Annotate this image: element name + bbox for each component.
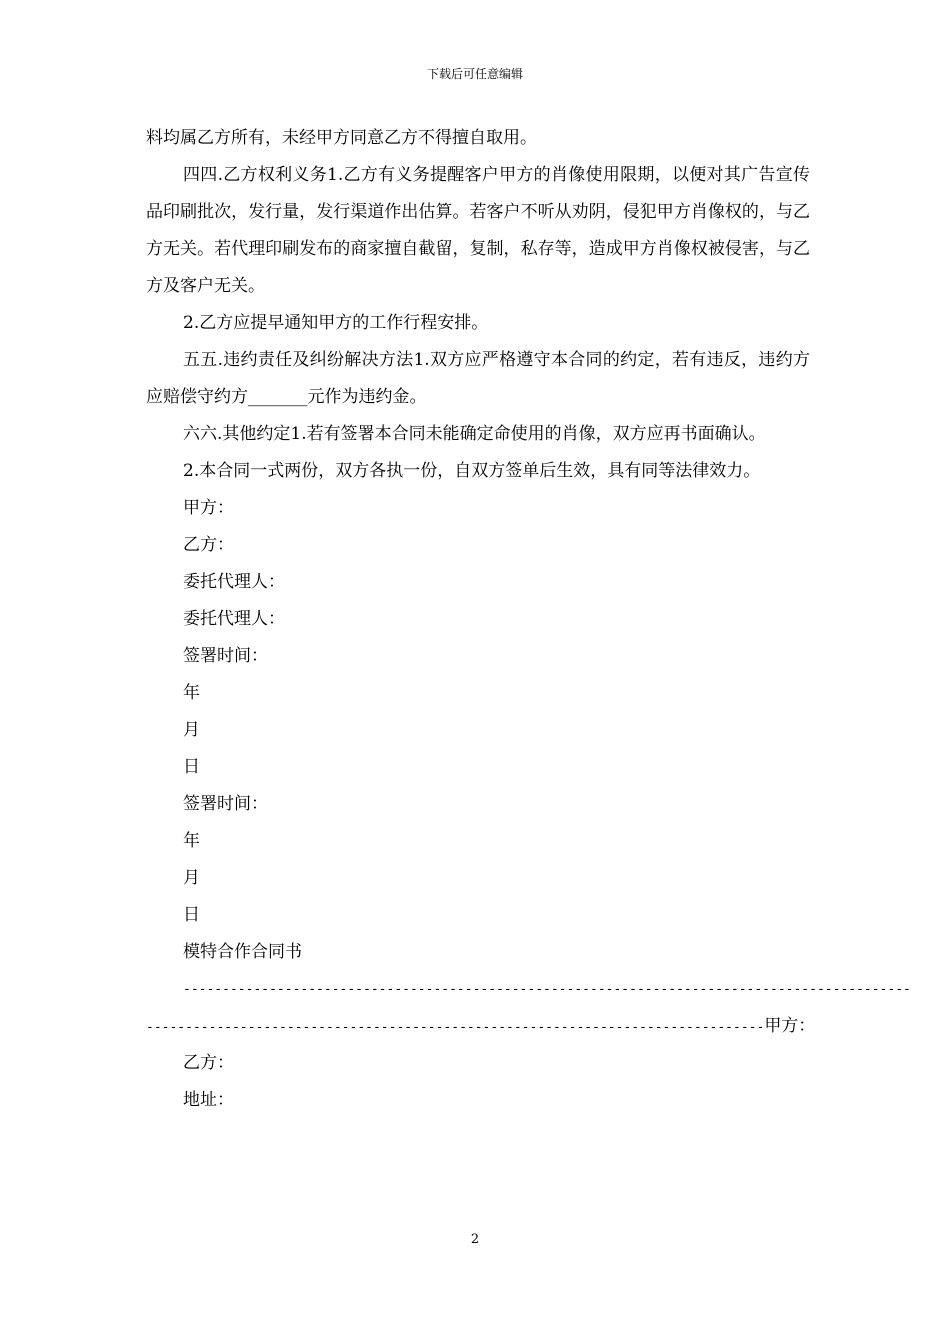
- separator-line: [146, 1008, 816, 1045]
- paragraph-other-terms: 六六.其他约定1.若有签署本合同未能确定命使用的肖像，双方应再书面确认。: [183, 424, 766, 444]
- party-a-label: 甲方：: [764, 1016, 816, 1036]
- document-title: 模特合作合同书: [183, 942, 302, 962]
- day-label: 日: [183, 905, 200, 925]
- party-b-label: 乙方：: [183, 535, 234, 555]
- year-label: 年: [183, 831, 200, 851]
- day-label: 日: [183, 757, 200, 777]
- month-label: 月: [183, 868, 200, 888]
- agent-label: 委托代理人：: [183, 609, 285, 629]
- separator-dashes: -------------------------------------------------------------------------------: [146, 1020, 765, 1035]
- paragraph-schedule-notice: 2.乙方应提早通知甲方的工作行程安排。: [183, 313, 489, 333]
- separator-line: [146, 971, 911, 1008]
- page-header: 下载后可任意编辑: [426, 67, 523, 81]
- paragraph-liability: 五五.违约责任及纠纷解决方法1.双方应严格遵守本合同的约定，若有违反，违约方应赔偿守约方_______元作为违约金。: [146, 350, 810, 407]
- paragraph-rights-obligations: 四四.乙方权利义务1.乙方有义务提醒客户甲方的肖像使用限期，以便对其广告宣传品印刷批次，发行量，发行渠道作出估算。若客户不听从劝阴，侵犯甲方肖像权的，与乙方无关。若代理印刷发布的商家擅自截留，复制，私存等，造成甲方肖像权被侵害，与乙方及客户无关。: [146, 165, 810, 296]
- paragraph-continuation: 料均属乙方所有，未经甲方同意乙方不得擅自取用。: [146, 128, 537, 148]
- address-label: 地址：: [183, 1090, 234, 1110]
- agent-label: 委托代理人：: [183, 572, 285, 592]
- party-a-label: 甲方：: [183, 498, 234, 518]
- separator-dashes: ---------------------------------------------------------------------------------------------: [183, 982, 911, 997]
- paragraph-copies: 2.本合同一式两份，双方各执一份，自双方签单后生效，具有同等法律效力。: [183, 461, 761, 481]
- document-body: [146, 120, 911, 1119]
- page-number: 2: [470, 1232, 480, 1247]
- month-label: 月: [183, 720, 200, 740]
- signing-time-label: 签署时间：: [183, 794, 268, 814]
- party-b-label: 乙方：: [183, 1053, 234, 1073]
- year-label: 年: [183, 683, 200, 703]
- signing-time-label: 签署时间：: [183, 646, 268, 666]
